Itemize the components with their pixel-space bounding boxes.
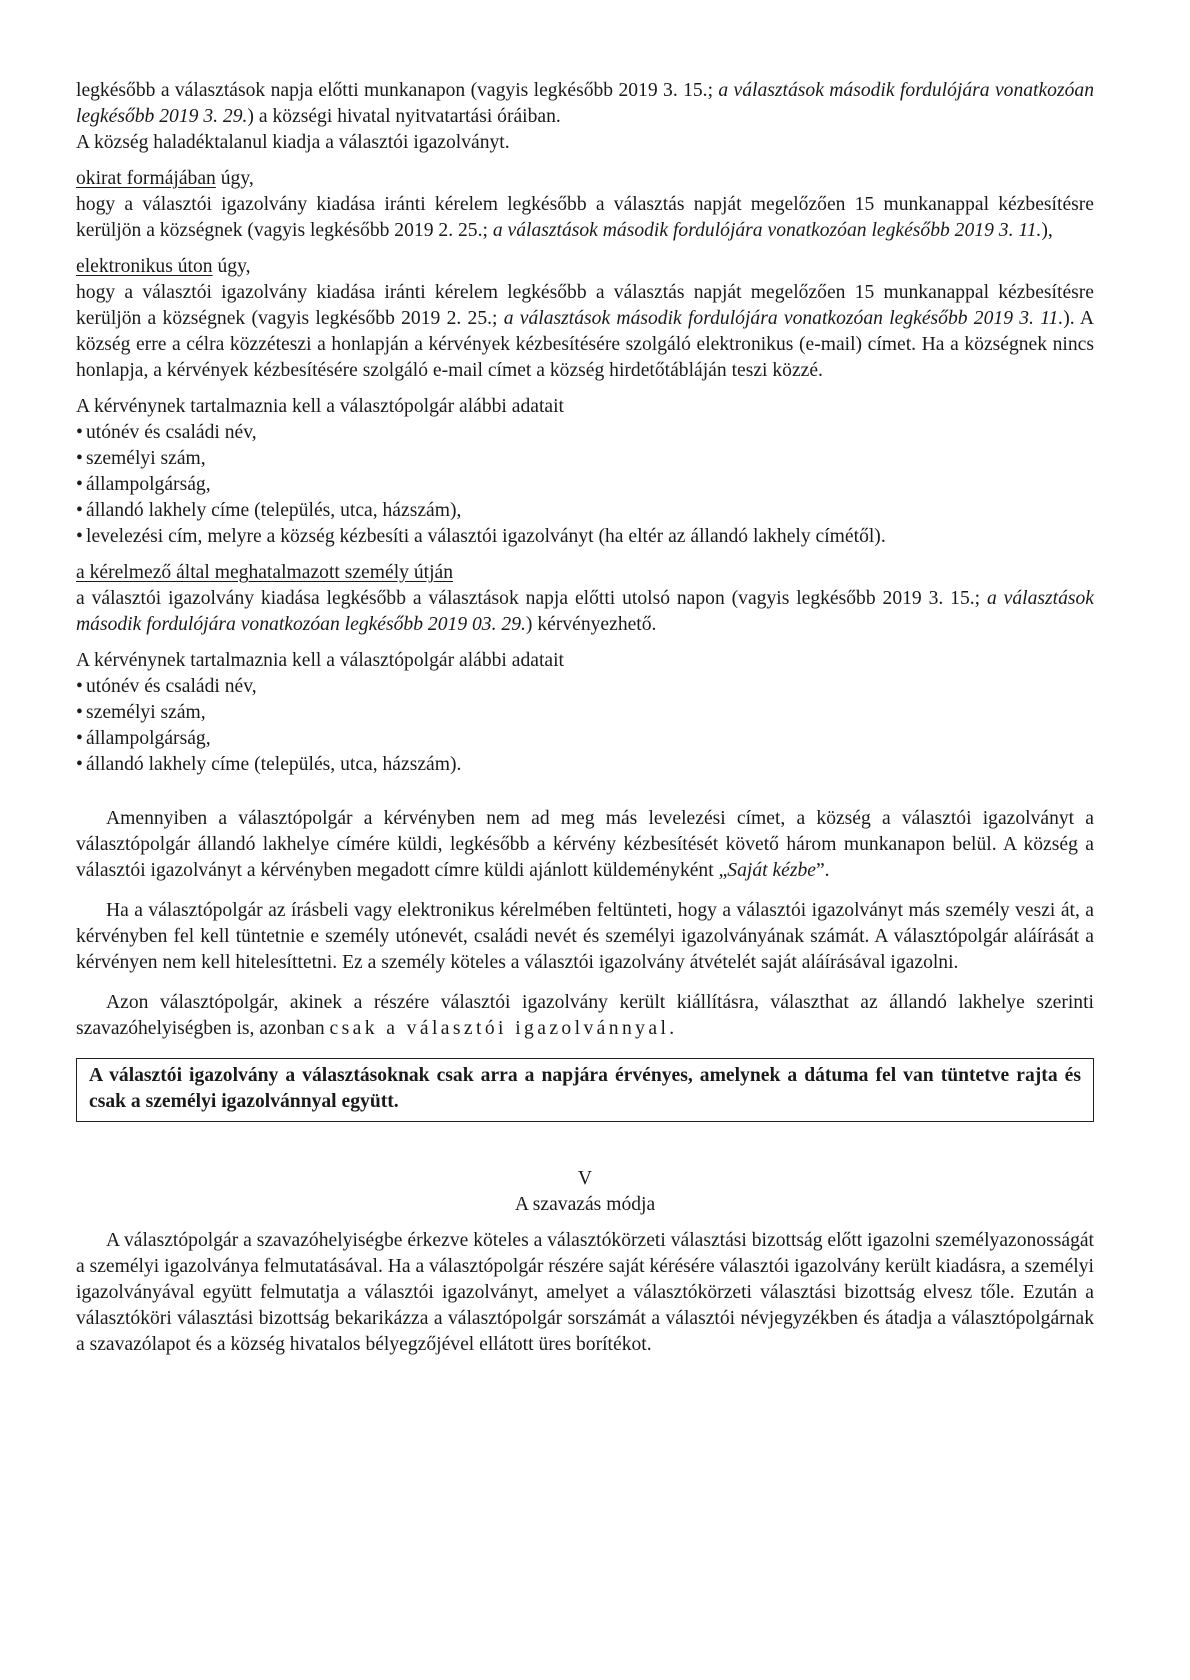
electronic-form-text: hogy a választói igazolvány kiadása iránti kérelem legkésőbb a választás napját megelőzően 15 munkanappal kézbesítésre kerüljön a községnek (vagyis legkésőbb 2019 2. 25.;	[76, 282, 1094, 329]
section-number: V	[577, 1168, 593, 1189]
pickup-paragraph: Ha a választópolgár az írásbeli vagy elektronikus kérelmében feltünteti, hogy a választói igazolványt más személy veszi át, a kérvényben fel kell tüntetnie e személy utónevét, családi nevét és személyi igazolványának számát. A választópolgár aláírását a kérvényen nem kell hitelesíttetni. Ez a személy köteles a választói igazolvány átvételét saját aláírásával igazolni.	[76, 900, 1094, 973]
list-item: • állampolgárság,	[76, 472, 1094, 498]
intro-paragraph	[76, 78, 1094, 130]
validity-notice-box: A választói igazolvány a választásoknak csak arra a napjára érvényes, amelynek a dátuma fel van tüntetve rajta és csak a személyi igazolvánnyal együtt.	[76, 1058, 1094, 1122]
written-form-heading	[76, 166, 1094, 192]
written-form-heading-label: okirat formájában	[76, 168, 216, 189]
required-data-intro-2: A kérvénynek tartalmaznia kell a választópolgár alábbi adatait	[76, 650, 564, 671]
list-item: • állandó lakhely címe (település, utca, házszám).	[76, 752, 1094, 778]
required-data-intro-1: A kérvénynek tartalmaznia kell a választópolgár alábbi adatait	[76, 396, 564, 417]
electronic-form-tail: ). A község erre a célra közzéteszi a honlapján a kérvények kézbesítésére szolgáló elektronikus (e-mail) címet. Ha a községnek nincs honlapja, a kérvények kézbesítésére szolgáló e-mail címet a község hirdetőtábláján teszi közzé.	[76, 308, 1095, 381]
intro-issue-sentence: A község haladéktalanul kiadja a választói igazolványt.	[76, 132, 510, 153]
proxy-form-text: a választói igazolvány kiadása legkésőbb a választások napja előtti utolsó napon (vagyis legkésőbb 2019 3. 15.;	[76, 588, 987, 609]
electronic-form-heading-tail: úgy,	[212, 256, 251, 277]
list-item: • személyi szám,	[76, 446, 1094, 472]
written-form-text: hogy a választói igazolvány kiadása iránti kérelem legkésőbb a választás napját megelőzően 15 munkanappal kézbesítésre kerüljön a községnek (vagyis legkésőbb 2019 2. 25.;	[76, 194, 1094, 241]
intro-tail: ) a községi hivatal nyitvatartási óráiban.	[247, 106, 561, 127]
list-item: • levelezési cím, melyre a község kézbesíti a választói igazolványt (ha eltér az állandó lakhely címétől).	[76, 524, 1094, 550]
electronic-form-heading-label: elektronikus úton	[76, 256, 213, 277]
proxy-form-italic: a választások második fordulójára vonatkozóan legkésőbb 2019 03. 29.	[76, 588, 1094, 635]
list-item: • utónév és családi név,	[76, 674, 1094, 700]
electronic-form-italic: a választások második fordulójára vonatkozóan legkésőbb 2019 3. 11.	[503, 308, 1064, 329]
anywhere-text: Azon választópolgár, akinek a részére választói igazolvány került kiállításra, választhat az állandó lakhelye szerinti szavazóhelyiségben is, azonban	[76, 992, 1094, 1039]
document-page	[76, 78, 1094, 1358]
proxy-form-heading-label: a kérelmező által meghatalmazott személy útján	[76, 562, 454, 583]
intro-text: legkésőbb a választások napja előtti munkanapon (vagyis legkésőbb 2019 3. 15.;	[76, 80, 719, 101]
written-form-heading-tail: úgy,	[215, 168, 254, 189]
list-item: • utónév és családi név,	[76, 420, 1094, 446]
proxy-form-heading	[76, 560, 1094, 586]
delivery-tail: ”.	[815, 860, 830, 881]
delivery-paragraph	[76, 806, 1094, 884]
written-form-tail: ),	[1041, 220, 1053, 241]
intro-italic-text: a választások második fordulójára vonatkozóan legkésőbb 2019 3. 29.	[76, 80, 1094, 127]
list-item: • állampolgárság,	[76, 726, 1094, 752]
delivery-text: Amennyiben a választópolgár a kérvényben nem ad meg más levelezési címet, a község a választói igazolványt a választópolgár állandó lakhelye címére küldi, legkésőbb a kérvény kézbesítését követő három munkanapon belül. A község a választói igazolványt a kérvényben megadott címre küldi ajánlott küldeményként „	[76, 808, 1094, 881]
electronic-form-heading	[76, 254, 1094, 280]
required-data-list-2	[76, 674, 1094, 778]
list-item: • személyi szám,	[76, 700, 1094, 726]
anywhere-paragraph	[76, 990, 1094, 1042]
voting-method-paragraph: A választópolgár a szavazóhelyiségbe érkezve köteles a választókörzeti választási bizottság előtt igazolni személyazonosságát a személyi igazolványa felmutatásával. Ha a választópolgár részére saját kérésére választói igazolvány került kiadásra, a személyi igazolványával együtt felmutatja a választói igazolványt, amelyet a választókörzeti választási bizottság elvesz tőle. Ezután a választóköri választási bizottság bekarikázza a választópolgár sorszámát a választói névjegyzékben és átadja a választópolgárnak a szavazólapot és a község hivatalos bélyegzőjével ellátott üres borítékot.	[76, 1230, 1095, 1355]
written-form-paragraph	[76, 192, 1094, 244]
list-item: • állandó lakhely címe (település, utca, házszám),	[76, 498, 1094, 524]
required-data-list-1	[76, 420, 1094, 550]
proxy-form-tail: ) kérvényezhető.	[525, 614, 657, 635]
written-form-italic: a választások második fordulójára vonatkozóan legkésőbb 2019 3. 11.	[492, 220, 1042, 241]
delivery-italic: Saját kézbe	[727, 860, 816, 881]
electronic-form-paragraph	[76, 280, 1094, 384]
anywhere-spaced-text: csak a választói igazolvánnyal.	[329, 1018, 678, 1039]
proxy-form-paragraph	[76, 586, 1094, 638]
section-title: A szavazás módja	[514, 1194, 656, 1215]
